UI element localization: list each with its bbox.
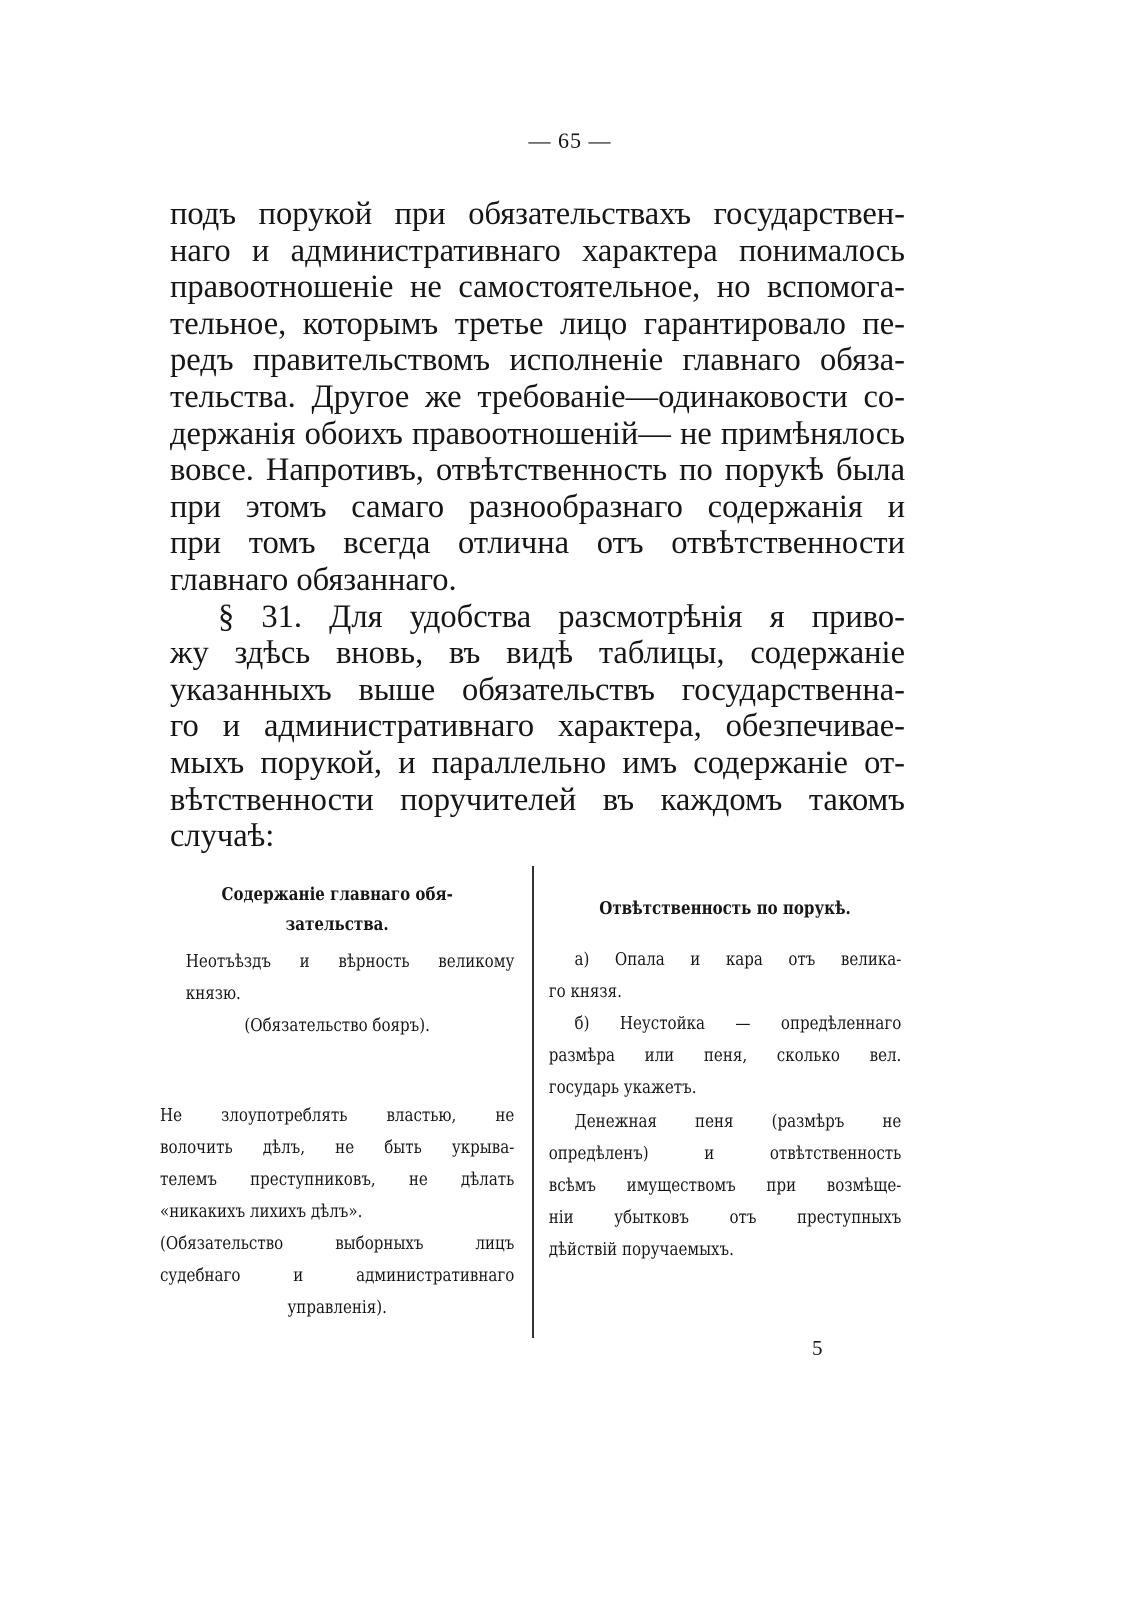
left-entry (160, 1100, 514, 1324)
cell-line: (Обязательство выборныхъ лицъ (160, 1234, 515, 1254)
text-line: тельное, которымъ третье лицо гарантировало пе- (170, 305, 905, 342)
comparison-table (160, 880, 902, 1340)
table-column-left (160, 880, 514, 1324)
text-line: главнаго обязаннаго. (170, 561, 457, 598)
cell-line: государь укажетъ. (548, 1078, 697, 1098)
right-entry (549, 1008, 902, 1104)
text-line: случаѣ: (170, 818, 275, 855)
right-column-header: Отвѣтственность по порукѣ. (599, 899, 851, 919)
page-number: — 65 — (528, 128, 612, 153)
cell-line: телемъ преступниковъ, не дѣлать (160, 1170, 515, 1190)
cell-line: всѣмъ имуществомъ при возмѣще- (548, 1176, 902, 1196)
text-line: указанныхъ выше обязательствъ государственна- (170, 671, 905, 708)
text-line: вовсе. Напротивъ, отвѣтственность по порукѣ была (170, 452, 905, 489)
right-entry (549, 944, 902, 1008)
cell-line: размѣра или пеня, сколько вел. (548, 1046, 902, 1066)
cell-line: судебнаго и административнаго (160, 1266, 515, 1286)
left-entry (160, 946, 514, 1042)
cell-line: Неотъѣздъ и вѣрность великому (185, 952, 515, 972)
right-entry (549, 1106, 902, 1266)
text-line: мыхъ порукой, и параллельно имъ содержаніе от- (170, 744, 905, 781)
header-line: зательства. (285, 915, 389, 935)
cell-line: опредѣленъ) и отвѣтственность (548, 1144, 902, 1164)
text-line: редъ правительствомъ исполненіе главнаго обяза- (170, 342, 905, 379)
cell-line: (Обязательство бояръ). (244, 1016, 430, 1036)
header-line: Содержаніе главнаго обя- (221, 885, 453, 905)
text-line: держанія обоихъ правоотношеній— не примѣнялось (170, 415, 905, 452)
text-line: тельства. Другое же требованіе—одинаковости со- (170, 378, 905, 415)
signature-mark: 5 (812, 1336, 823, 1360)
cell-line: го князя. (548, 982, 622, 1002)
text-line: жу здѣсь вновь, въ видѣ таблицы, содержаніе (170, 635, 905, 672)
cell-line: б) Неустойка — опредѣленнаго (574, 1014, 902, 1034)
left-column-header (160, 880, 514, 940)
cell-line: управленія). (287, 1298, 387, 1318)
cell-line: Не злоупотреблять властью, не (160, 1106, 515, 1126)
body-text (170, 196, 905, 855)
cell-line: «никакихъ лихихъ дѣлъ». (160, 1202, 363, 1222)
text-line: при этомъ самаго разнообразнаго содержанія и (170, 488, 905, 525)
cell-line: дѣйствій поручаемыхъ. (548, 1240, 734, 1260)
text-line: § 31. Для удобства разсмотрѣнія я приво- (218, 598, 905, 635)
text-line: го и административнаго характера, обезпечивае- (170, 708, 905, 745)
cell-line: князю. (185, 984, 241, 1004)
cell-line: волочить дѣлъ, не быть укрыва- (160, 1138, 515, 1158)
text-line: подъ порукой при обязательствахъ государствен- (170, 196, 905, 232)
cell-line: а) Опала и кара отъ велика- (574, 950, 902, 970)
text-line: правоотношеніе не самостоятельное, но вспомога- (170, 269, 905, 306)
table-column-right (549, 880, 902, 1266)
text-line: при томъ всегда отлична отъ отвѣтственности (170, 525, 905, 562)
text-line: вѣтственности поручителей въ каждомъ такомъ (170, 781, 905, 818)
cell-line: ніи убытковъ отъ преступныхъ (548, 1208, 902, 1228)
text-line: наго и административнаго характера понималось (170, 232, 905, 269)
cell-line: Денежная пеня (размѣръ не (574, 1112, 902, 1132)
